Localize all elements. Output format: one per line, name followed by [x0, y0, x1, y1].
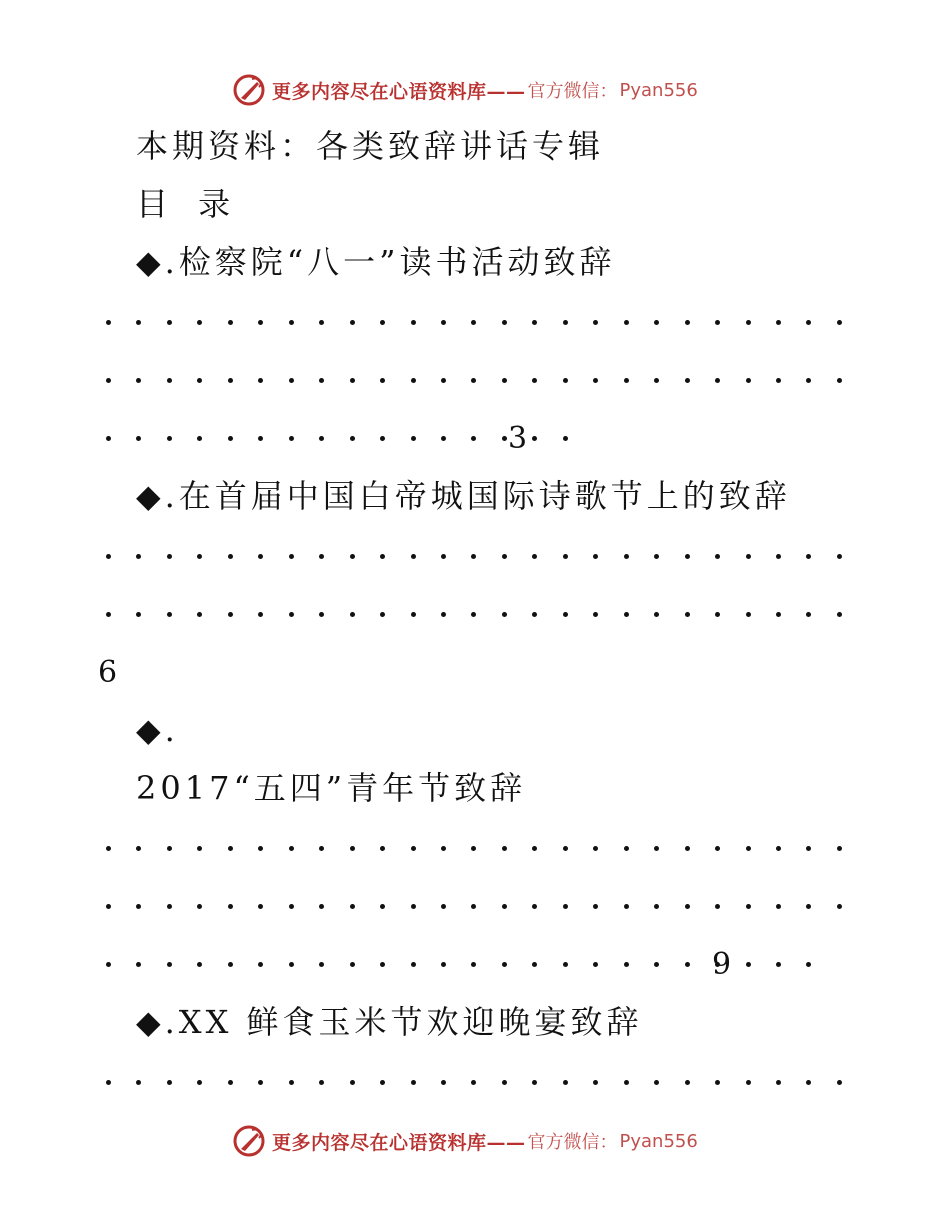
leader-dot: [441, 378, 446, 383]
leader-dot: [106, 436, 111, 441]
leader-dot: [228, 962, 233, 967]
leader-dot: [502, 378, 507, 383]
leader-dot: [746, 612, 751, 617]
dot-leader: [106, 312, 842, 332]
toc-page-number: 3: [508, 421, 528, 456]
leader-dot: [471, 378, 476, 383]
leader-dot: [228, 904, 233, 909]
leader-dot: [350, 904, 355, 909]
leader-dot: [502, 436, 507, 441]
leader-dot: [228, 1080, 233, 1085]
leader-dot: [319, 846, 324, 851]
leader-dot: [837, 846, 842, 851]
leader-dot: [593, 554, 598, 559]
leader-dot: [167, 1080, 172, 1085]
leader-dot: [106, 554, 111, 559]
leader-dot: [532, 554, 537, 559]
leader-dot: [837, 904, 842, 909]
leader-dot: [685, 846, 690, 851]
leader-dot: [258, 554, 263, 559]
leader-dot: [624, 320, 629, 325]
leader-dot: [319, 962, 324, 967]
leader-dot: [441, 320, 446, 325]
leader-dot: [806, 962, 811, 967]
leader-dot: [167, 846, 172, 851]
leader-dot: [197, 962, 202, 967]
leader-dot: [228, 320, 233, 325]
leader-dot: [502, 846, 507, 851]
leader-dot: [532, 846, 537, 851]
leader-dot: [715, 378, 720, 383]
dot-leader: [106, 370, 842, 390]
leader-dot: [776, 554, 781, 559]
leader-dot: [441, 962, 446, 967]
leader-dot: [350, 962, 355, 967]
leader-dot: [685, 320, 690, 325]
leader-dot: [319, 612, 324, 617]
leader-dot: [289, 612, 294, 617]
leader-dot: [289, 436, 294, 441]
leader-dot: [136, 962, 141, 967]
leader-dot: [624, 612, 629, 617]
leader-dot: [837, 378, 842, 383]
leader-dot: [654, 1080, 659, 1085]
leader-dot: [228, 846, 233, 851]
leader-dot: [471, 904, 476, 909]
leader-dot: [228, 436, 233, 441]
leader-dot: [563, 554, 568, 559]
leader-dot: [411, 1080, 416, 1085]
leader-dot: [258, 904, 263, 909]
leader-dot: [776, 1080, 781, 1085]
banner-text: 更多内容尽在心语资料库——: [272, 80, 526, 103]
leader-dot: [746, 320, 751, 325]
leader-dot: [715, 1080, 720, 1085]
leader-dot: [624, 554, 629, 559]
leader-dot: [776, 378, 781, 383]
toc-entry-title[interactable]: ◆.在首届中国白帝城国际诗歌节上的致辞: [136, 477, 791, 515]
leader-dot: [411, 612, 416, 617]
leader-dot: [411, 962, 416, 967]
leader-dot: [106, 962, 111, 967]
dot-leader: [106, 428, 842, 448]
leader-dot: [136, 904, 141, 909]
leader-dot: [350, 436, 355, 441]
leader-dot: [532, 378, 537, 383]
leader-dot: [197, 1080, 202, 1085]
bullet-icon: ◆.: [136, 1003, 179, 1041]
footer-banner: [232, 1124, 698, 1158]
leader-dot: [593, 378, 598, 383]
banner-wechat-label: 官方微信：: [527, 81, 618, 102]
leader-dot: [258, 1080, 263, 1085]
leader-dot: [380, 962, 385, 967]
leader-dot: [441, 846, 446, 851]
leader-dot: [350, 320, 355, 325]
leader-dot: [654, 554, 659, 559]
leader-dot: [441, 904, 446, 909]
leader-dot: [685, 904, 690, 909]
leader-dot: [197, 436, 202, 441]
leader-dot: [532, 1080, 537, 1085]
leader-dot: [441, 612, 446, 617]
leader-dot: [654, 612, 659, 617]
leader-dot: [776, 904, 781, 909]
leader-dot: [167, 904, 172, 909]
bullet-icon: ◆.: [136, 243, 179, 281]
leader-dot: [319, 378, 324, 383]
leader-dot: [136, 1080, 141, 1085]
leader-dot: [289, 554, 294, 559]
leader-dot: [106, 378, 111, 383]
leader-dot: [502, 1080, 507, 1085]
dot-leader: [106, 546, 842, 566]
leader-dot: [380, 612, 385, 617]
leader-dot: [319, 436, 324, 441]
leader-dot: [502, 320, 507, 325]
leader-dot: [563, 846, 568, 851]
leader-dot: [776, 320, 781, 325]
leader-dot: [624, 962, 629, 967]
leader-dot: [563, 436, 568, 441]
leader-dot: [532, 962, 537, 967]
leader-dot: [411, 320, 416, 325]
leader-dot: [685, 962, 690, 967]
dot-leader: [106, 1072, 842, 1092]
banner-wechat-id: Pyan556: [619, 1130, 698, 1152]
leader-dot: [197, 320, 202, 325]
leader-dot: [654, 962, 659, 967]
leader-dot: [593, 1080, 598, 1085]
leader-dot: [258, 846, 263, 851]
leader-dot: [106, 846, 111, 851]
leader-dot: [837, 320, 842, 325]
leader-dot: [593, 846, 598, 851]
leader-dot: [197, 846, 202, 851]
bullet-icon: ◆.: [136, 711, 179, 749]
leader-dot: [593, 612, 598, 617]
leader-dot: [502, 962, 507, 967]
leader-dot: [197, 904, 202, 909]
leader-dot: [563, 1080, 568, 1085]
leader-dot: [350, 554, 355, 559]
leader-dot: [228, 378, 233, 383]
leader-dot: [746, 962, 751, 967]
leader-dot: [106, 320, 111, 325]
leader-dot: [624, 846, 629, 851]
leader-dot: [471, 554, 476, 559]
leader-dot: [563, 612, 568, 617]
leader-dot: [167, 612, 172, 617]
leader-dot: [471, 1080, 476, 1085]
leader-dot: [380, 378, 385, 383]
banner-wechat-id: Pyan556: [619, 79, 698, 101]
leader-dot: [289, 846, 294, 851]
leader-dot: [441, 554, 446, 559]
leader-dot: [380, 904, 385, 909]
leader-dot: [593, 904, 598, 909]
quill-pen-icon: [232, 73, 266, 107]
dot-leader: [106, 604, 842, 624]
leader-dot: [746, 554, 751, 559]
leader-dot: [136, 612, 141, 617]
leader-dot: [563, 904, 568, 909]
toc-entry-title[interactable]: ◆.检察院“八一”读书活动致辞: [136, 243, 616, 281]
header-banner: [232, 73, 698, 107]
leader-dot: [593, 320, 598, 325]
leader-dot: [532, 320, 537, 325]
leader-dot: [289, 904, 294, 909]
leader-dot: [136, 436, 141, 441]
dot-leader: [106, 954, 842, 974]
leader-dot: [471, 962, 476, 967]
leader-dot: [806, 612, 811, 617]
leader-dot: [411, 554, 416, 559]
leader-dot: [350, 612, 355, 617]
leader-dot: [502, 554, 507, 559]
leader-dot: [746, 378, 751, 383]
leader-dot: [319, 1080, 324, 1085]
leader-dot: [776, 962, 781, 967]
leader-dot: [685, 612, 690, 617]
toc-page-number: 9: [712, 947, 732, 982]
leader-dot: [776, 846, 781, 851]
leader-dot: [837, 1080, 842, 1085]
leader-dot: [563, 962, 568, 967]
toc-page-number: 6: [98, 655, 118, 690]
leader-dot: [258, 436, 263, 441]
leader-dot: [502, 904, 507, 909]
leader-dot: [441, 1080, 446, 1085]
leader-dot: [350, 378, 355, 383]
leader-dot: [167, 554, 172, 559]
leader-dot: [197, 612, 202, 617]
leader-dot: [258, 962, 263, 967]
leader-dot: [380, 846, 385, 851]
leader-dot: [563, 320, 568, 325]
leader-dot: [471, 612, 476, 617]
leader-dot: [654, 320, 659, 325]
leader-dot: [532, 612, 537, 617]
leader-dot: [685, 554, 690, 559]
leader-dot: [167, 378, 172, 383]
document-title: 本期资料：各类致辞讲话专辑: [136, 127, 605, 165]
leader-dot: [715, 612, 720, 617]
toc-entry-title[interactable]: 2017“五四”青年节致辞: [136, 769, 527, 807]
leader-dot: [411, 436, 416, 441]
leader-dot: [715, 320, 720, 325]
toc-entry-title[interactable]: ◆.XX 鲜食玉米节欢迎晚宴致辞: [136, 1003, 643, 1041]
leader-dot: [806, 904, 811, 909]
leader-dot: [746, 904, 751, 909]
leader-dot: [624, 378, 629, 383]
leader-dot: [380, 320, 385, 325]
leader-dot: [532, 436, 537, 441]
leader-dot: [715, 846, 720, 851]
dot-leader: [106, 838, 842, 858]
leader-dot: [136, 378, 141, 383]
leader-dot: [441, 436, 446, 441]
leader-dot: [289, 1080, 294, 1085]
leader-dot: [411, 846, 416, 851]
leader-dot: [471, 436, 476, 441]
leader-dot: [624, 904, 629, 909]
leader-dot: [654, 378, 659, 383]
leader-dot: [380, 554, 385, 559]
leader-dot: [106, 904, 111, 909]
leader-dot: [806, 1080, 811, 1085]
leader-dot: [136, 554, 141, 559]
leader-dot: [532, 904, 537, 909]
leader-dot: [197, 378, 202, 383]
leader-dot: [837, 612, 842, 617]
bullet-icon: ◆.: [136, 477, 179, 515]
leader-dot: [258, 612, 263, 617]
leader-dot: [624, 1080, 629, 1085]
banner-text: 更多内容尽在心语资料库——: [272, 1131, 526, 1154]
leader-dot: [167, 436, 172, 441]
leader-dot: [715, 904, 720, 909]
leader-dot: [746, 846, 751, 851]
leader-dot: [258, 378, 263, 383]
leader-dot: [167, 320, 172, 325]
leader-dot: [106, 1080, 111, 1085]
leader-dot: [685, 1080, 690, 1085]
leader-dot: [380, 1080, 385, 1085]
leader-dot: [746, 1080, 751, 1085]
leader-dot: [380, 436, 385, 441]
leader-dot: [502, 612, 507, 617]
leader-dot: [167, 962, 172, 967]
leader-dot: [350, 846, 355, 851]
leader-dot: [806, 320, 811, 325]
leader-dot: [471, 320, 476, 325]
leader-dot: [289, 378, 294, 383]
leader-dot: [806, 554, 811, 559]
leader-dot: [715, 554, 720, 559]
leader-dot: [654, 904, 659, 909]
leader-dot: [319, 554, 324, 559]
toc-heading: 目 录: [136, 185, 241, 223]
dot-leader: [106, 896, 842, 916]
leader-dot: [685, 378, 690, 383]
leader-dot: [319, 320, 324, 325]
leader-dot: [136, 320, 141, 325]
leader-dot: [350, 1080, 355, 1085]
leader-dot: [776, 612, 781, 617]
leader-dot: [837, 554, 842, 559]
leader-dot: [258, 320, 263, 325]
leader-dot: [106, 612, 111, 617]
leader-dot: [563, 378, 568, 383]
leader-dot: [654, 846, 659, 851]
leader-dot: [411, 378, 416, 383]
leader-dot: [411, 904, 416, 909]
leader-dot: [197, 554, 202, 559]
quill-pen-icon: [232, 1124, 266, 1158]
leader-dot: [593, 962, 598, 967]
leader-dot: [228, 554, 233, 559]
leader-dot: [471, 846, 476, 851]
leader-dot: [806, 846, 811, 851]
banner-wechat-label: 官方微信：: [527, 1132, 618, 1153]
leader-dot: [136, 846, 141, 851]
leader-dot: [806, 378, 811, 383]
leader-dot: [228, 612, 233, 617]
leader-dot: [319, 904, 324, 909]
leader-dot: [289, 320, 294, 325]
leader-dot: [289, 962, 294, 967]
